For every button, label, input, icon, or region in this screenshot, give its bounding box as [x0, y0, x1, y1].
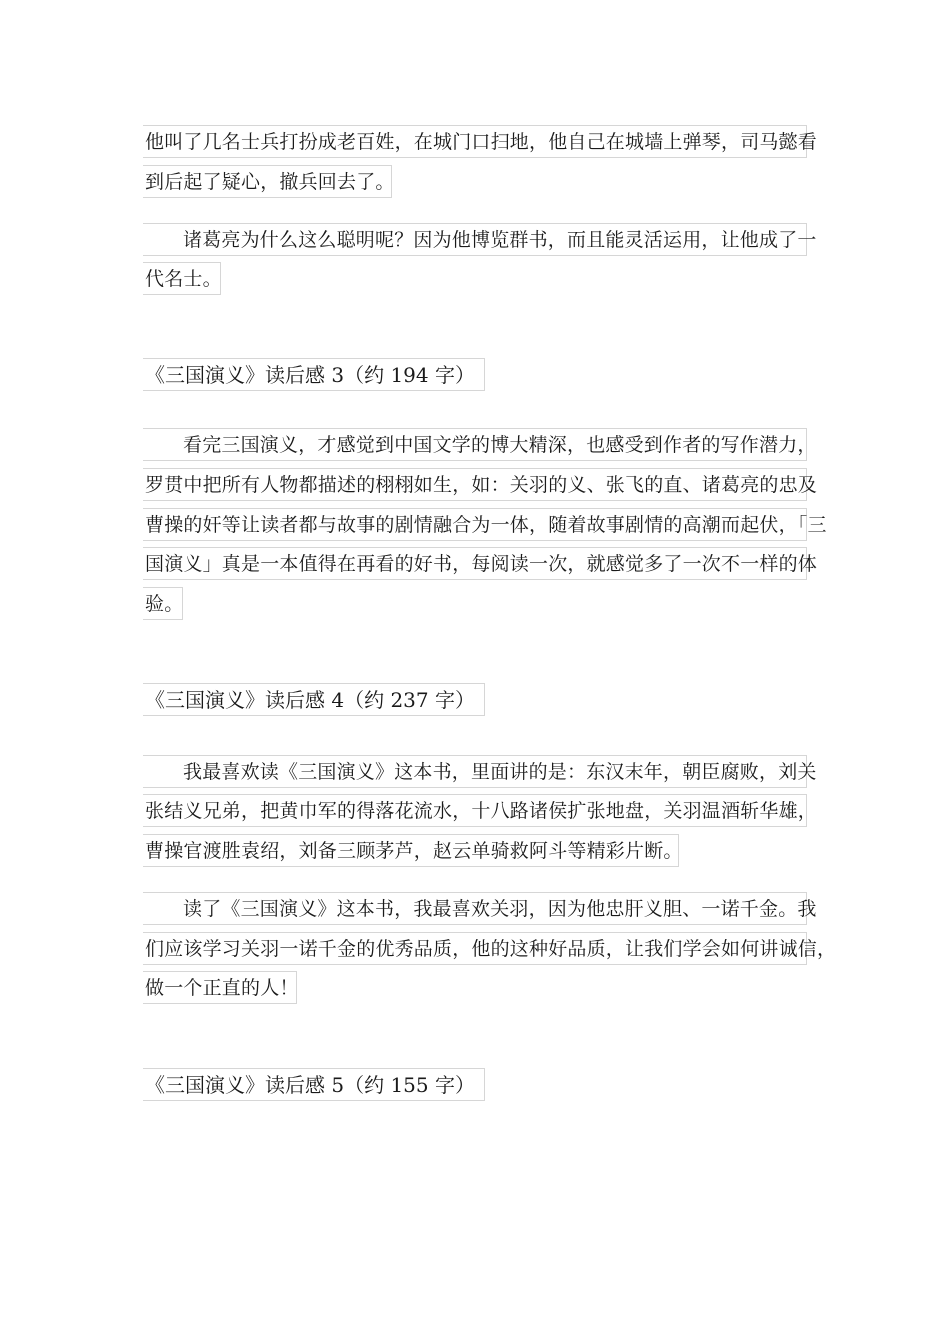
- paragraph-line: 曹操的奸等让读者都与故事的剧情融合为一体，随着故事剧情的高潮而起伏，「三: [143, 508, 807, 541]
- paragraph-line: 他叫了几名士兵打扮成老百姓，在城门口扫地，他自己在城墙上弹琴，司马懿看: [143, 125, 807, 158]
- paragraph-line: 我最喜欢读《三国演义》这本书，里面讲的是：东汉末年，朝臣腐败，刘关: [143, 755, 807, 788]
- paragraph-line: 做一个正直的人！: [143, 971, 297, 1004]
- paragraph-line: 看完三国演义，才感觉到中国文学的博大精深，也感受到作者的写作潜力，: [143, 428, 807, 461]
- paragraph-line: 曹操官渡胜袁绍，刘备三顾茅芦，赵云单骑救阿斗等精彩片断。: [143, 834, 679, 867]
- paragraph-line: 到后起了疑心，撤兵回去了。: [143, 165, 392, 198]
- paragraph-line: 诸葛亮为什么这么聪明呢？因为他博览群书，而且能灵活运用，让他成了一: [143, 223, 807, 256]
- paragraph-line: 国演义」真是一本值得在再看的好书，每阅读一次，就感觉多了一次不一样的体: [143, 547, 807, 580]
- section-heading: 《三国演义》读后感 4（约 237 字）: [143, 683, 485, 716]
- paragraph-line: 们应该学习关羽一诺千金的优秀品质，他的这种好品质，让我们学会如何讲诚信，: [143, 932, 807, 965]
- paragraph-line: 代名士。: [143, 262, 221, 295]
- paragraph-line: 张结义兄弟，把黄巾军的得落花流水，十八路诸侯扩张地盘，关羽温酒斩华雄，: [143, 794, 807, 827]
- section-heading: 《三国演义》读后感 5（约 155 字）: [143, 1068, 485, 1101]
- paragraph-line: 读了《三国演义》这本书，我最喜欢关羽，因为他忠肝义胆、一诺千金。我: [143, 892, 807, 925]
- paragraph-line: 罗贯中把所有人物都描述的栩栩如生，如：关羽的义、张飞的直、诸葛亮的忠及: [143, 468, 807, 501]
- paragraph-line: 验。: [143, 587, 183, 620]
- section-heading: 《三国演义》读后感 3（约 194 字）: [143, 358, 485, 391]
